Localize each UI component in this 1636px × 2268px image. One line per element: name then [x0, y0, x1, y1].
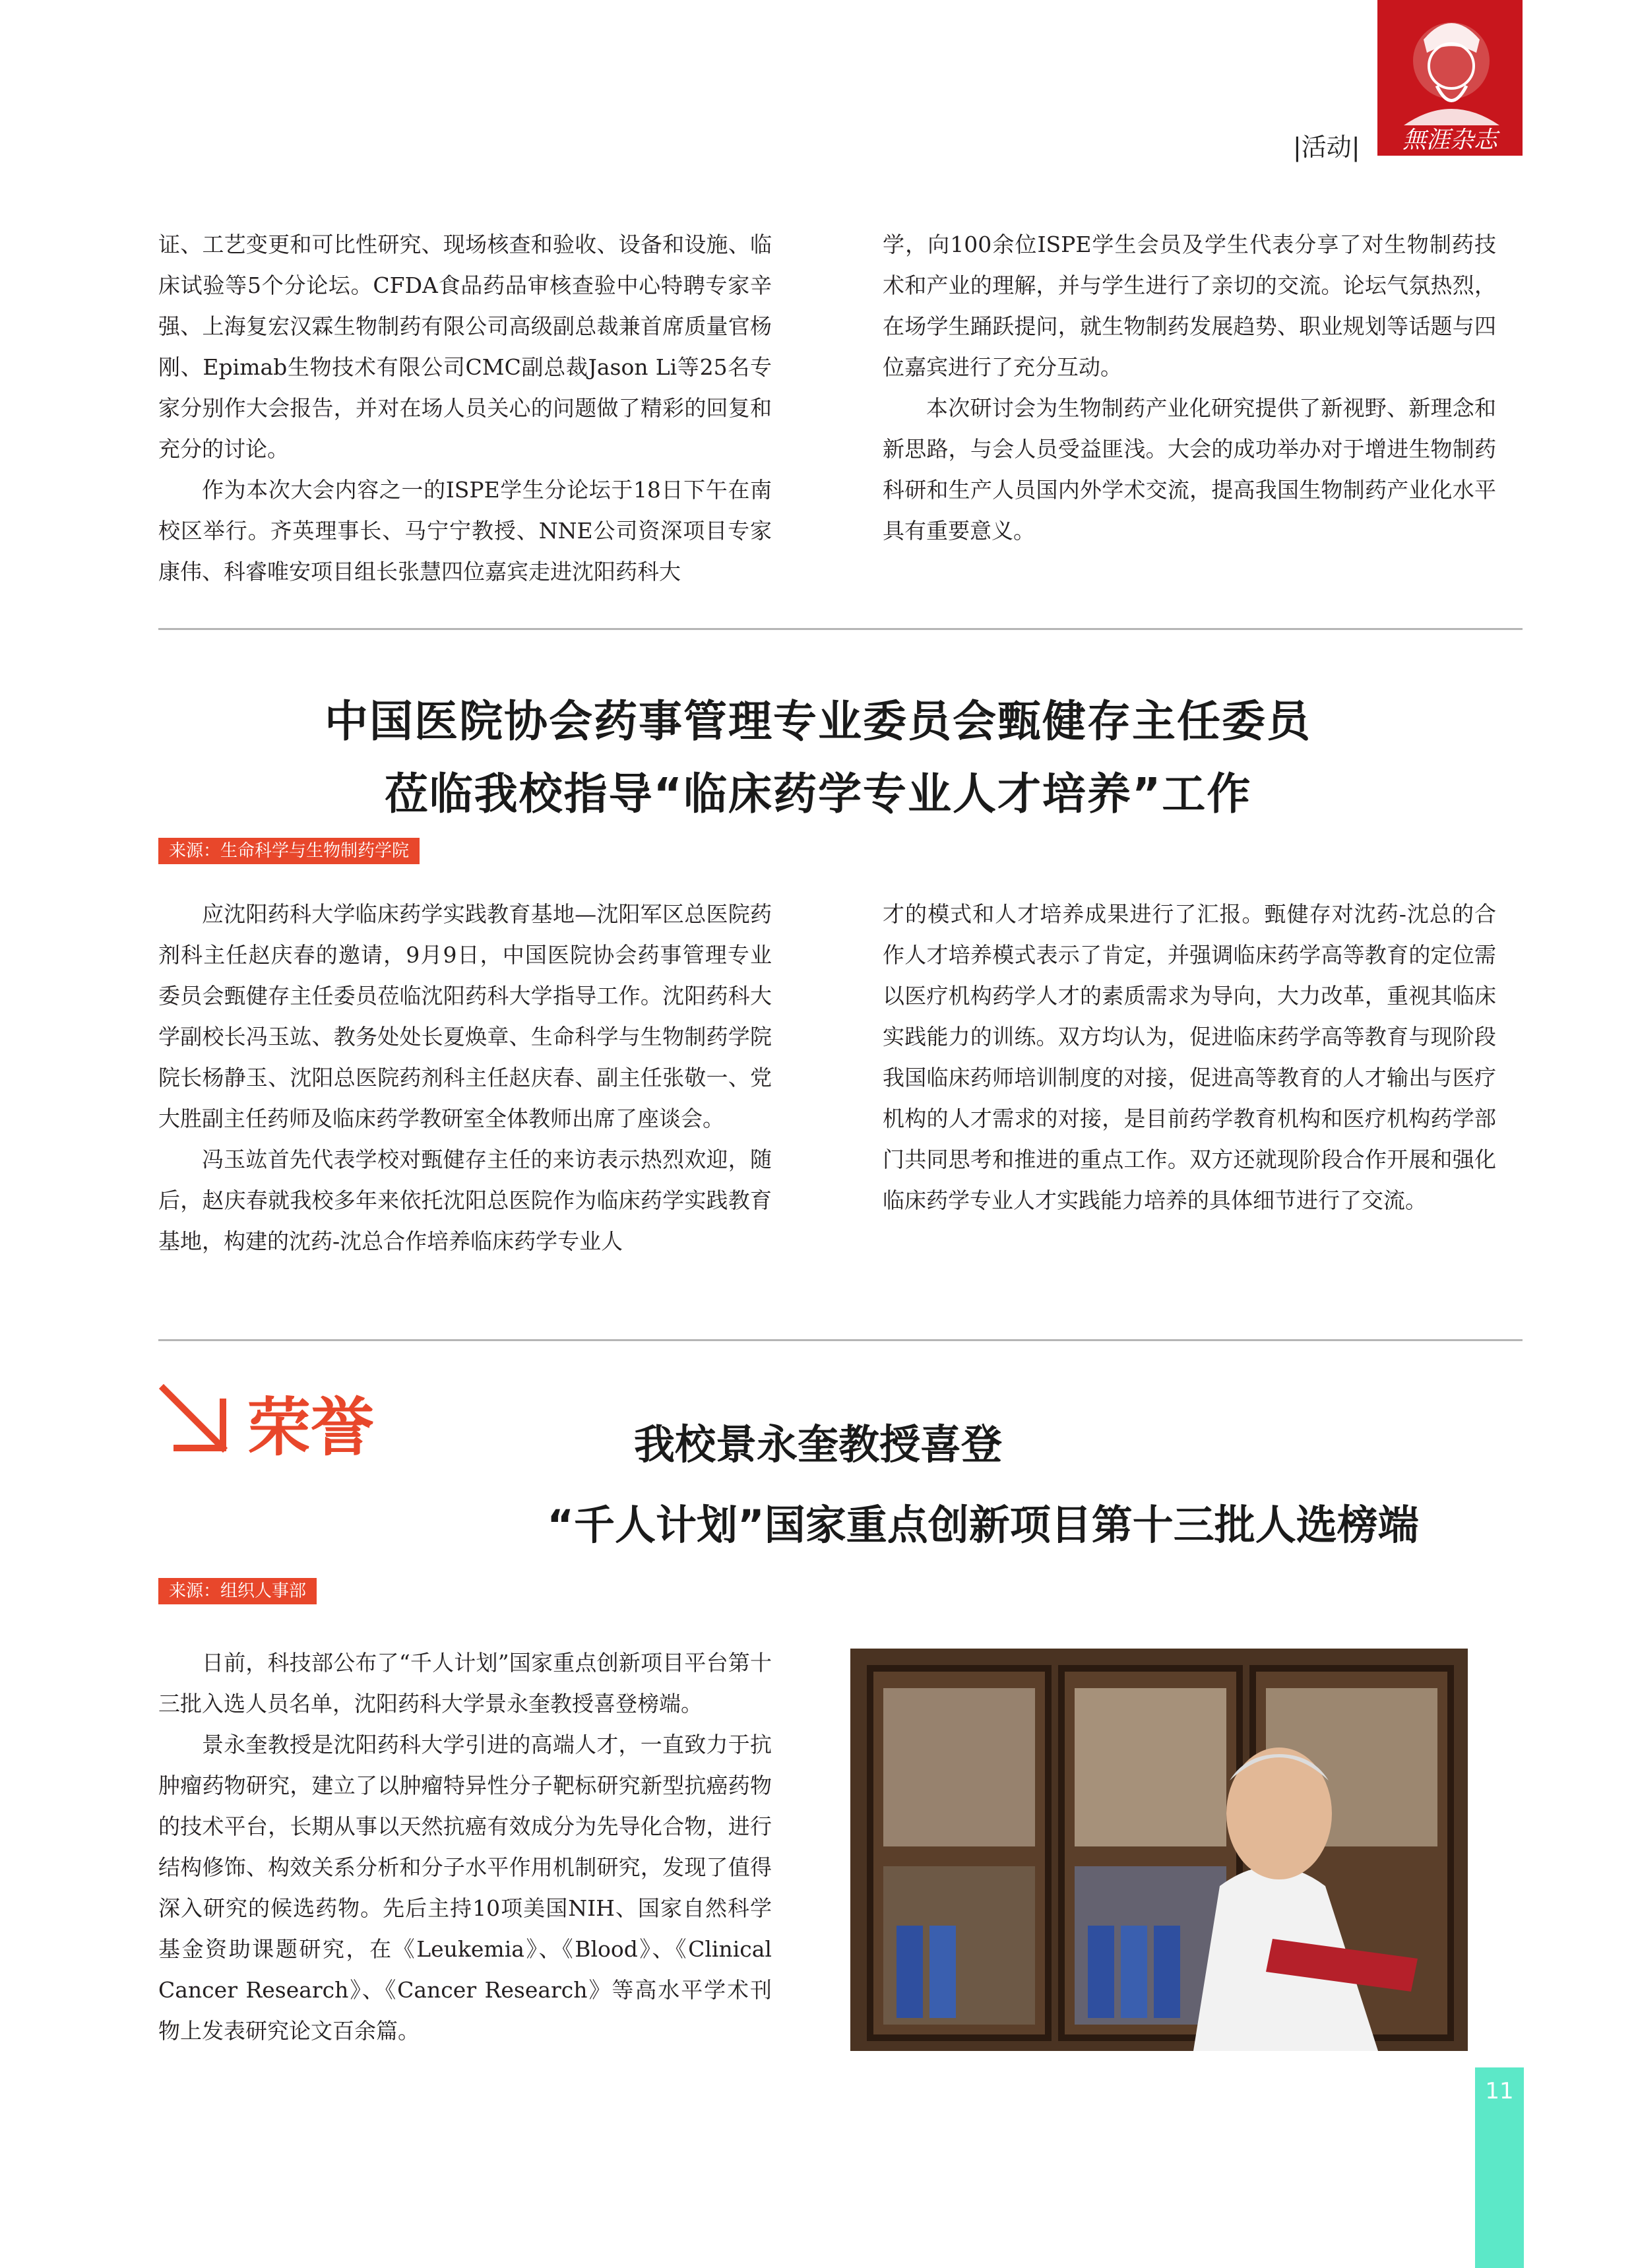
paragraph: 应沈阳药科大学临床药学实践教育基地—沈阳军区总医院药剂科主任赵庆春的邀请，9月9日，中国医院协会药事管理专业委员会甄健存主任委员莅临沈阳药科大学指导工作。沈阳药科大学副校长冯玉竑、教务处处长夏焕章、生命科学与生物制药学院院长杨静玉、沈阳总医院药剂科主任赵庆春、副主任张敬一、党大胜副主任药师及临床药学教研室全体教师出席了座谈会。 — [158, 901, 772, 1131]
section-label: |活动| — [1293, 133, 1360, 162]
article3-source-badge: 来源：组织人事部 — [158, 1578, 317, 1604]
article2-title-line2: 莅临我校指导“临床药学专业人才培养”工作 — [384, 769, 1252, 819]
magazine-name: 無涯杂志 — [1377, 125, 1523, 156]
article2-source-badge: 来源：生命科学与生物制药学院 — [158, 838, 420, 864]
paragraph: 证、工艺变更和可比性研究、现场核查和验收、设备和设施、临床试验等5个分论坛。CFDA食品药品审核查验中心特聘专家辛强、上海复宏汉霖生物制药有限公司高级副总裁兼首席质量官杨刚、Epimab生物技术有限公司CMC副总裁Jason Li等25名专家分别作大会报告，并对在场人员关心的问题做了精彩的回复和充分的讨论。 — [158, 232, 772, 462]
paragraph: 景永奎教授是沈阳药科大学引进的高端人才，一直致力于抗肿瘤药物研究，建立了以肿瘤特异性分子靶标研究新型抗癌药物的技术平台，长期从事以天然抗癌有效成分为先导化合物，进行结构修饰、构效关系分析和分子水平作用机制研究，发现了值得深入研究的候选药物。先后主持10项美国NIH、国家自然科学基金资助课题研究，在《Leukemia》、《Blood》、《Clinical Cancer Research》、《Cancer Research》等高水平学术刊物上发表研究论文百余篇。 — [158, 1732, 772, 2044]
page-number: 11 — [1485, 2078, 1514, 2104]
scholar-portrait-icon — [1377, 0, 1523, 125]
article1-left-column — [158, 224, 772, 592]
paragraph: 本次研讨会为生物制药产业化研究提供了新视野、新理念和新思路，与会人员受益匪浅。大会的成功举办对于增进生物制药科研和生产人员国内外学术交流，提高我国生物制药产业化水平具有重要意义。 — [883, 395, 1496, 544]
article2-left-column — [158, 894, 772, 1262]
paragraph: 学，向100余位ISPE学生会员及学生代表分享了对生物制药技术和产业的理解，并与学生进行了亲切的交流。论坛气氛热烈，在场学生踊跃提问，就生物制药发展趋势、职业规划等话题与四位嘉宾进行了充分互动。 — [883, 232, 1496, 380]
article2-right-column — [883, 894, 1496, 1221]
article3-title-line2: “千人计划”国家重点创新项目第十三批人选榜端 — [547, 1501, 1419, 1549]
article3-text-column — [158, 1643, 772, 2052]
paragraph: 才的模式和人才培养成果进行了汇报。甄健存对沈药-沈总的合作人才培养模式表示了肯定，并强调临床药学高等教育的定位需以医疗机构药学人才的素质需求为导向，大力改革，重视其临床实践能力的训练。双方均认为，促进临床药学高等教育与现阶段我国临床药师培训制度的对接，促进高等教育的人才输出与医疗机构的人才需求的对接，是目前药学教育机构和医疗机构药学部门共同思考和推进的重点工作。双方还就现阶段合作开展和强化临床药学专业人才实践能力培养的具体细节进行了交流。 — [883, 901, 1496, 1213]
paragraph: 冯玉竑首先代表学校对甄健存主任的来访表示热烈欢迎，随后，赵庆春就我校多年来依托沈阳总医院作为临床药学实践教育基地，构建的沈药-沈总合作培养临床药学专业人 — [158, 1147, 772, 1254]
section-tag-honor: 荣誉 — [247, 1391, 374, 1465]
paragraph: 日前，科技部公布了“千人计划”国家重点创新项目平台第十三批入选人员名单，沈阳药科大学景永奎教授喜登榜端。 — [158, 1650, 772, 1717]
professor-photo — [850, 1649, 1468, 2051]
article1-right-column — [883, 224, 1496, 551]
divider — [158, 628, 1523, 630]
article2-title-line1: 中国医院协会药事管理专业委员会甄健存主任委员 — [325, 696, 1311, 747]
paragraph: 作为本次大会内容之一的ISPE学生分论坛于18日下午在南校区举行。齐英理事长、马宁宁教授、NNE公司资深项目专家康伟、科睿唯安项目组长张慧四位嘉宾走进沈阳药科大 — [158, 477, 772, 584]
article3-title-line1: 我校景永奎教授喜登 — [633, 1420, 1002, 1468]
divider — [158, 1339, 1523, 1341]
